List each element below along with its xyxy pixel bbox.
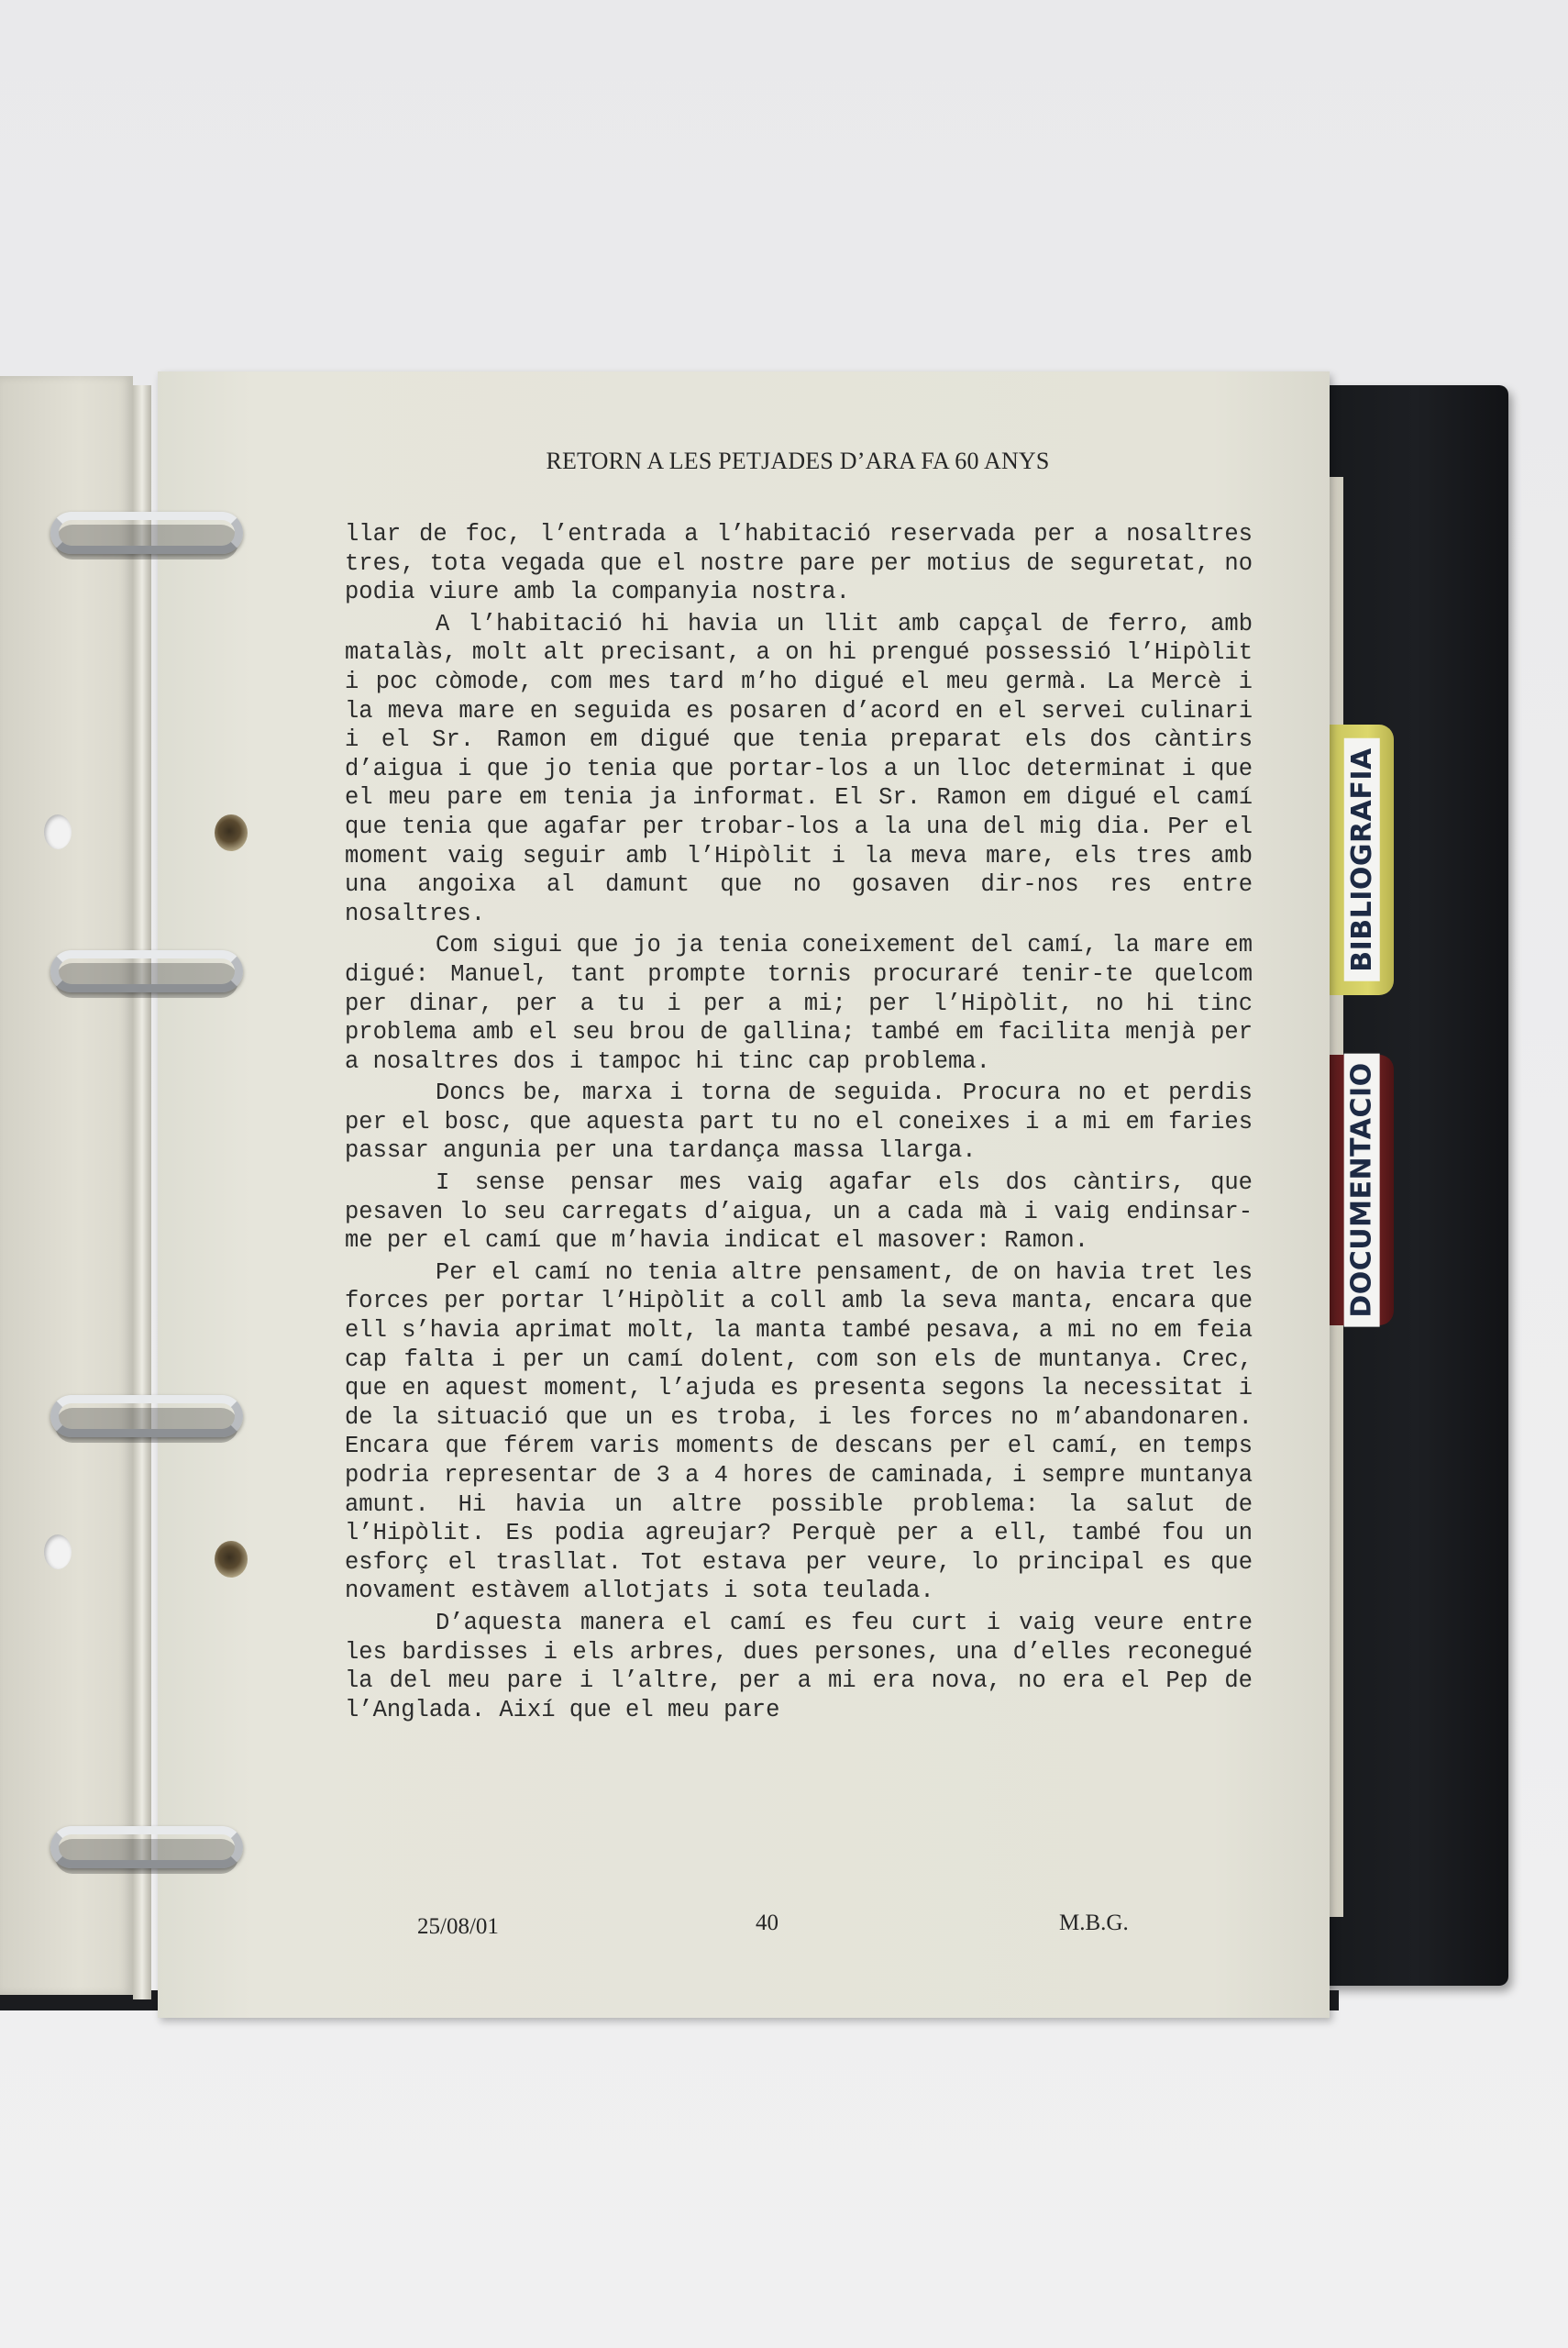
punch-hole [44, 814, 72, 849]
paragraph: I sense pensar mes vaig agafar els dos càntirs, que pesaven lo seu carregats d’aigua, un a cada mà i vaig endinsar-me per el camí que m’havia indicat el masover: Ramon. [345, 1169, 1253, 1255]
tab-bibliografia-label: BIBLIOGRAFIA [1344, 738, 1380, 981]
page-stack-edge [133, 385, 151, 1999]
binder-ring[interactable] [50, 1395, 243, 1437]
tab-documentacio-label: DOCUMENTACIO [1344, 1053, 1380, 1326]
binder-ring[interactable] [50, 512, 243, 554]
punch-hole [215, 814, 248, 851]
punch-hole [215, 1541, 248, 1578]
body-text [345, 520, 1253, 1727]
previous-page[interactable] [0, 376, 133, 1995]
footer-date: 25/08/01 [417, 1914, 499, 1939]
paragraph: A l’habitació hi havia un llit amb capçal de ferro, amb matalàs, molt alt precisant, a on hi prengué possessió l’Hipòlit i poc còmode, com mes tard m’ho digué el meu germà. La Mercè i la meva mare en seguida es posaren d’acord en el servei culinari i el Sr. Ramon em digué que tenia preparat els dos càntirs d’aigua i que jo tenia que portar-los a un lloc determinat i que el meu pare em tenia ja informat. El Sr. Ramon em digué el camí que tenia que agafar per trobar-los a la una del mig dia. Per el moment vaig seguir amb l’Hipòlit i la meva mare, els tres amb una angoixa al damunt que no gosaven dir-nos res entre nosaltres. [345, 610, 1253, 927]
paragraph: Com sigui que jo ja tenia coneixement del camí, la mare em digué: Manuel, tant prompte tornis procuraré tenir-te quelcom per dinar, per a tu i per a mi; per l’Hipòlit, no hi tinc problema amb el seu brou de gallina; també em facilita menjà per a nosaltres dos i tampoc hi tinc cap problema. [345, 932, 1253, 1075]
tab-bibliografia[interactable] [1330, 725, 1394, 995]
punch-hole [44, 1534, 72, 1569]
footer-author: M.B.G. [1059, 1911, 1129, 1935]
paragraph: Doncs be, marxa i torna de seguida. Procura no et perdis per el bosc, que aquesta part tu no el coneixes i a mi em faries passar angunia per una tardança massa llarga. [345, 1080, 1253, 1165]
paragraph: D’aquesta manera el camí es feu curt i vaig veure entre les bardisses i els arbres, dues persones, una d’elles reconegué la del meu pare i l’altre, per a mi era nova, no era el Pep de l’Anglada. Així que el meu pare [345, 1609, 1253, 1723]
paragraph: llar de foc, l’entrada a l’habitació reservada per a nosaltres tres, tota vegada que el nostre pare per motius de seguretat, no podia viure amb la companyia nostra. [345, 521, 1253, 606]
binder-ring[interactable] [50, 950, 243, 992]
paragraph: Per el camí no tenia altre pensament, de on havia tret les forces per portar l’Hipòlit a coll amb la seva manta, encara que ell s’havia aprimat molt, la manta també pesava, a mi no em feia cap falta i per un camí dolent, com son els de muntanya. Crec, que en aquest moment, l’ajuda es presenta segons la necessitat i de la situació que un es troba, i les forces no m’abandonaren. Encara que férem varis moments de descans per el camí, en temps podria representar de 3 a 4 hores de caminada, i sempre muntanya amunt. Hi havia un altre possible problema: la salut de l’Hipòlit. Es podia agreujar? Perquè per a ell, també fou un esforç el trasllat. Tot estava per veure, lo principal es que novament estàvem allotjats i sota teulada. [345, 1258, 1253, 1605]
page-number: 40 [756, 1911, 778, 1935]
binder-ring[interactable] [50, 1826, 243, 1868]
tab-documentacio[interactable] [1330, 1055, 1394, 1325]
running-header: RETORN A LES PETJADES D’ARA FA 60 ANYS [546, 448, 1050, 474]
